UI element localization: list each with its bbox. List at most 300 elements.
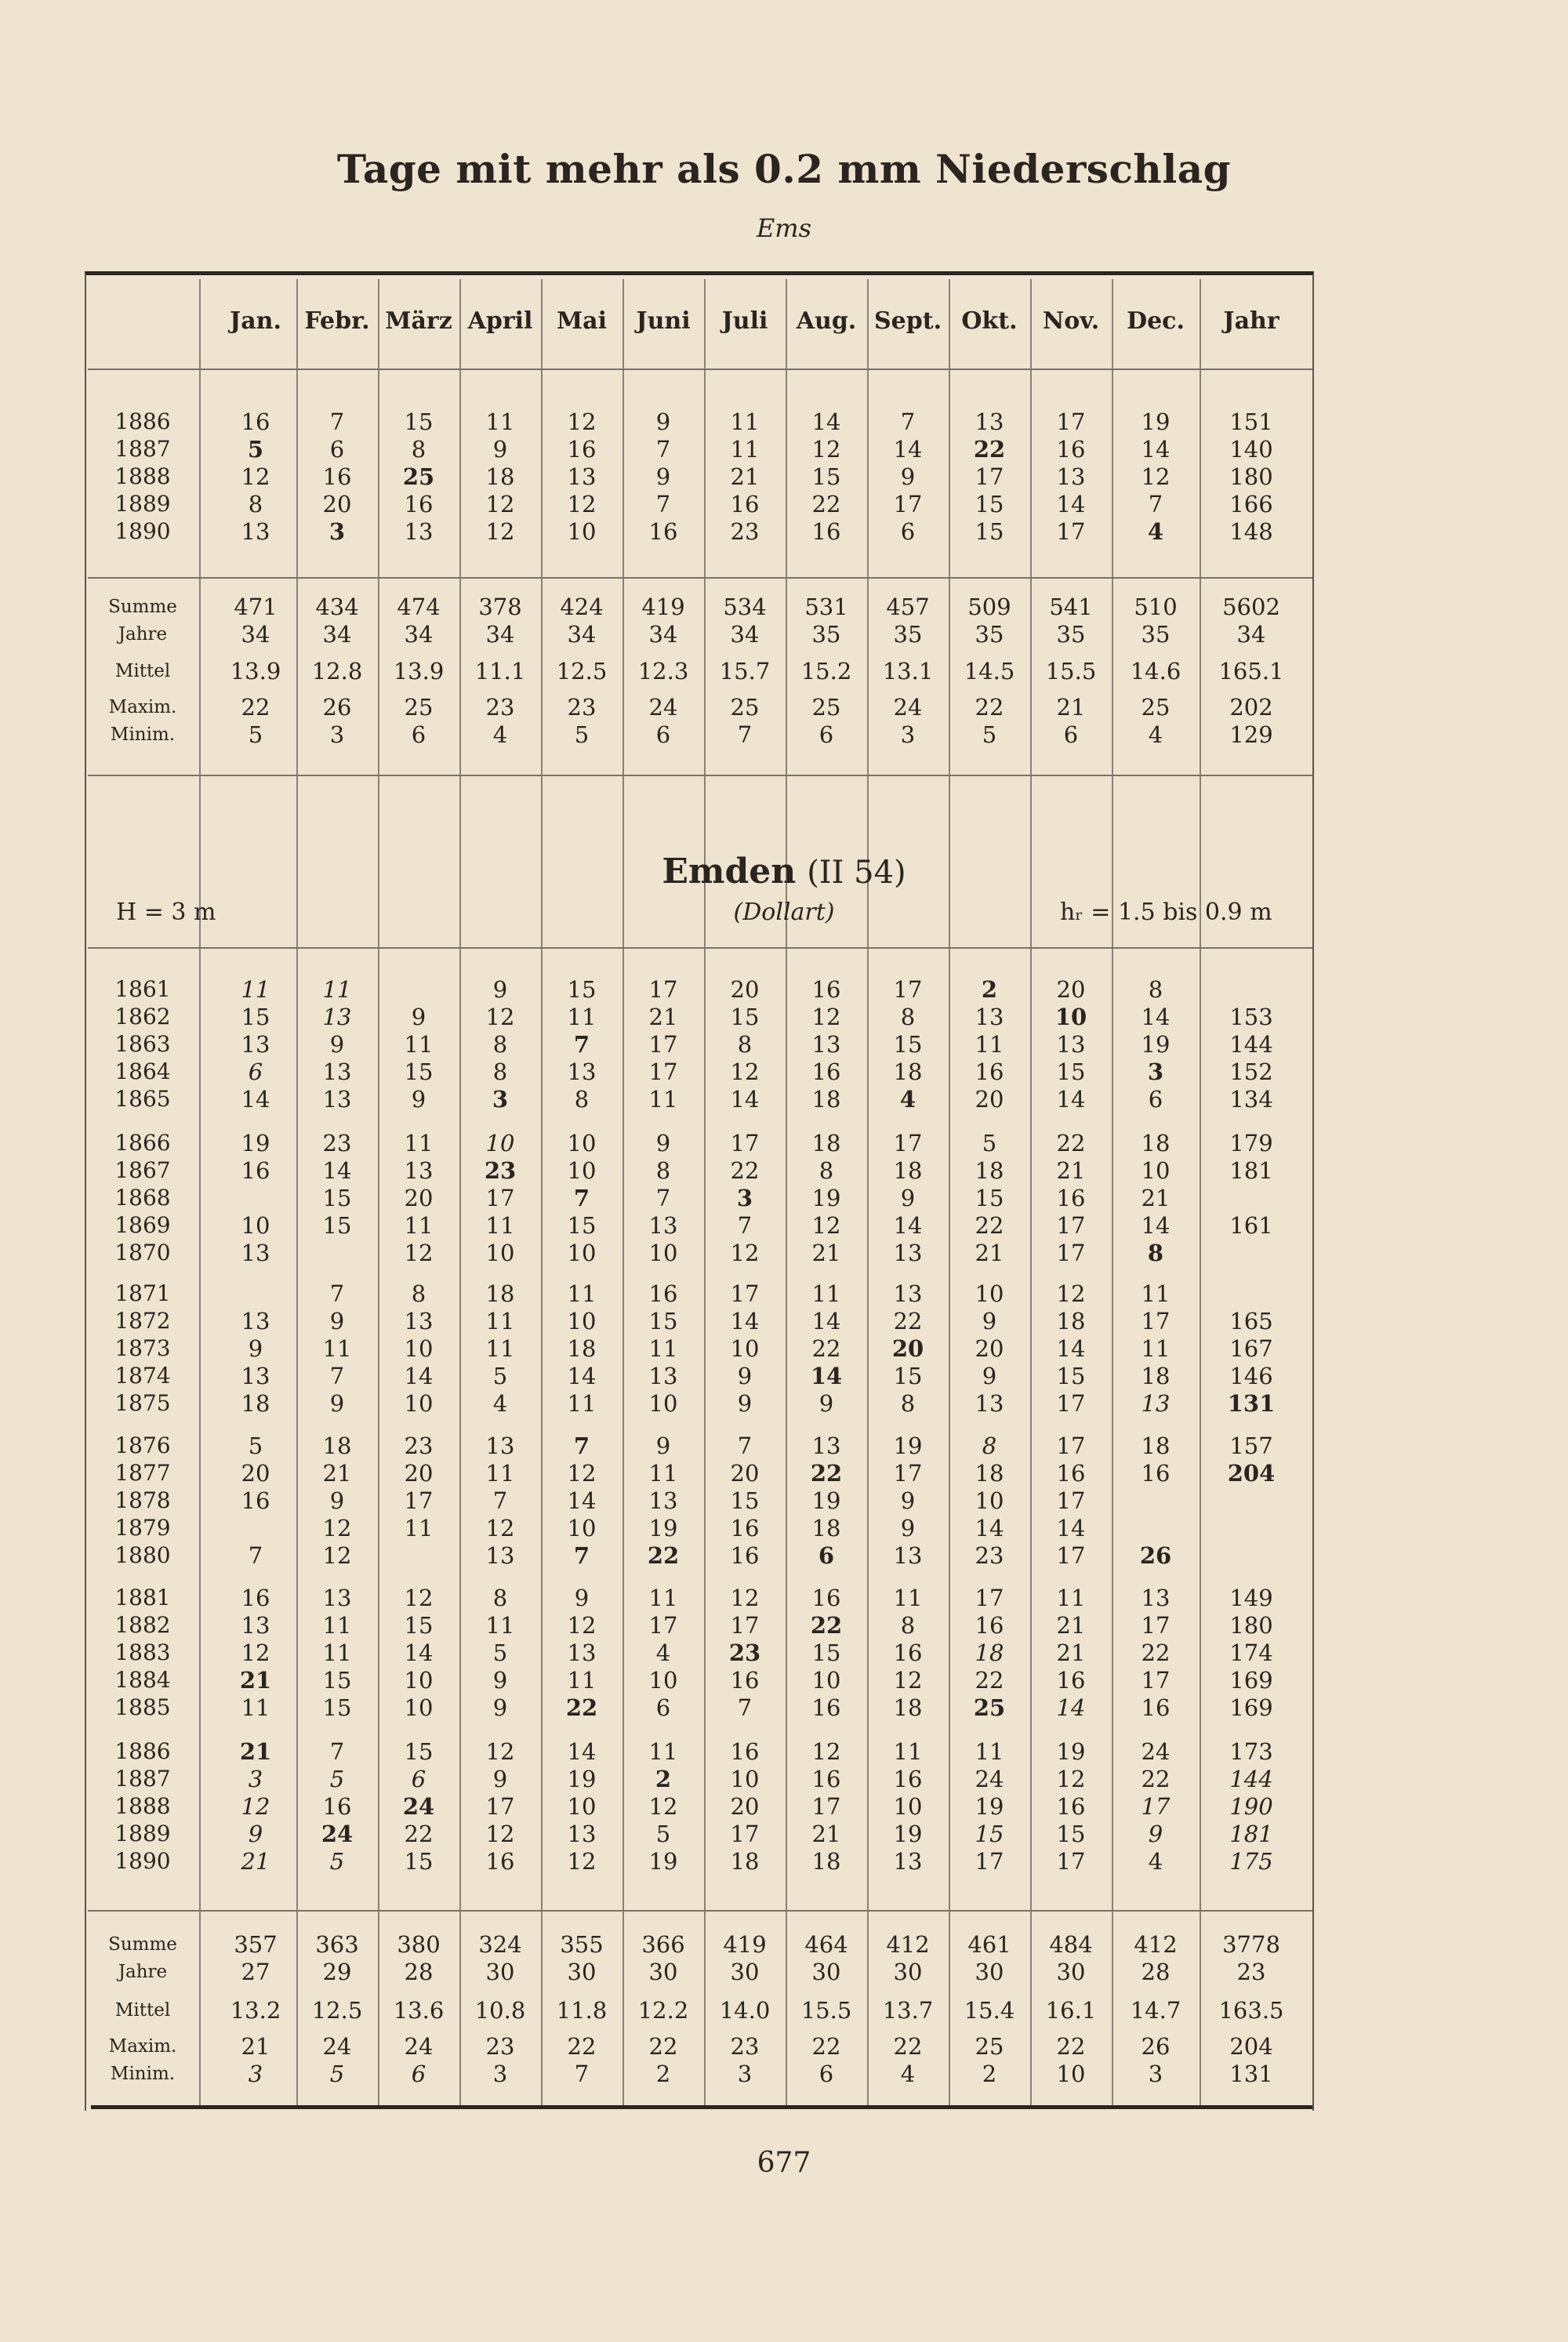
table-cell: 7 (248, 1542, 263, 1569)
table-cell: 26 (1141, 2033, 1171, 2060)
table-cell: 15 (404, 408, 434, 435)
table-cell: 9 (574, 1585, 590, 1611)
row-label: 1890 (114, 518, 171, 544)
table-cell: 34 (567, 621, 597, 648)
table-cell: 12.5 (556, 658, 608, 684)
table-cell: 23 (404, 1432, 434, 1459)
table-cell: 9 (1148, 1821, 1163, 1847)
table-cell: 20 (975, 1335, 1004, 1362)
table-cell: 9 (737, 1390, 753, 1417)
table-cell: 11 (1141, 1280, 1171, 1307)
table-row (0, 2032, 1568, 2061)
table-cell: 30 (811, 1959, 841, 1985)
column-header: Juni (636, 307, 691, 335)
table-cell: 13 (975, 1004, 1004, 1030)
row-label: 1877 (114, 1460, 171, 1486)
table-cell: 35 (1056, 621, 1086, 648)
station-subtitle: Ems (756, 213, 812, 243)
table-cell: 13 (567, 1058, 597, 1085)
table-cell: 11 (322, 1639, 352, 1666)
table-cell: 4 (1147, 518, 1164, 545)
table-cell: 27 (241, 1959, 270, 1985)
table-cell: 24 (1141, 1738, 1171, 1765)
table-cell: 18 (811, 1515, 841, 1541)
table-row (0, 1996, 1568, 2024)
table-cell: 11 (893, 1738, 923, 1765)
table-cell: 22 (404, 1821, 434, 1847)
table-row (0, 975, 1568, 1004)
table-cell: 24 (648, 694, 678, 721)
table-cell: 3 (329, 721, 345, 748)
table-cell: 9 (900, 463, 916, 490)
table-cell: 14 (1056, 1694, 1086, 1721)
table-cell: 13 (648, 1363, 678, 1389)
table-cell: 19 (1056, 1738, 1086, 1765)
column-header: Dec. (1127, 307, 1185, 335)
table-cell: 21 (811, 1240, 841, 1266)
table-cell: 15 (893, 1363, 923, 1389)
table-cell: 16 (811, 1058, 841, 1085)
table-cell: 12 (811, 436, 841, 463)
table-cell: 11 (567, 1390, 597, 1417)
table-cell: 9 (411, 1004, 426, 1030)
table-cell: 18 (975, 1157, 1004, 1184)
table-cell: 12 (485, 1515, 515, 1541)
table-cell: 16 (975, 1612, 1004, 1639)
row-label: 1873 (114, 1335, 171, 1361)
table-cell: 17 (893, 1460, 923, 1487)
table-cell: 12 (241, 1793, 270, 1820)
table-cell: 12 (567, 1612, 597, 1639)
table-cell: 35 (1141, 621, 1171, 648)
table-cell: 15 (567, 1212, 597, 1239)
column-header: Mai (556, 307, 608, 335)
table-cell: 534 (723, 594, 767, 620)
table-cell: 15 (975, 1185, 1004, 1211)
table-cell: 30 (567, 1959, 597, 1985)
table-cell: 419 (723, 1931, 767, 1958)
table-cell: 10 (404, 1390, 434, 1417)
table-cell: 15 (975, 518, 1004, 545)
table-cell: 15 (404, 1848, 434, 1875)
table-cell: 34 (485, 621, 515, 648)
table-cell: 11 (241, 1694, 270, 1721)
table-cell: 474 (397, 594, 441, 620)
table-cell: 24 (975, 1766, 1004, 1792)
table-cell: 12 (485, 1004, 515, 1030)
emden-name: Emden (662, 851, 797, 891)
table-cell: 25 (973, 1694, 1006, 1721)
table-cell: 13 (322, 1004, 352, 1030)
column-header: Nov. (1042, 307, 1100, 335)
table-cell: 8 (737, 1031, 753, 1058)
table-cell: 11 (322, 976, 352, 1003)
table-cell: 17 (975, 463, 1004, 490)
table-cell: 15 (1056, 1058, 1086, 1085)
table-cell: 25 (1141, 694, 1171, 721)
table-cell: 8 (248, 491, 263, 517)
table-cell: 10 (730, 1766, 760, 1792)
table-cell: 17 (730, 1280, 760, 1307)
table-cell: 9 (248, 1335, 263, 1362)
table-cell: 9 (492, 976, 508, 1003)
row-label: Maxim. (108, 2036, 177, 2057)
table-cell: 12 (404, 1585, 434, 1611)
table-cell: 28 (1141, 1959, 1171, 1985)
table-cell: 20 (322, 491, 352, 517)
table-cell: 16 (1056, 1185, 1086, 1211)
row-label: 1872 (114, 1308, 171, 1334)
table-cell: 13.7 (882, 1997, 934, 2024)
table-cell: 14 (241, 1086, 270, 1113)
table-cell: 16 (1056, 436, 1086, 463)
table-cell: 166 (1229, 491, 1273, 517)
table-cell: 12 (241, 1639, 270, 1666)
table-cell: 181 (1229, 1821, 1273, 1847)
table-row (0, 1307, 1568, 1335)
table-cell: 21 (811, 1821, 841, 1847)
table-cell: 11 (1056, 1585, 1086, 1611)
row-label: Maxim. (108, 697, 177, 717)
hr-label: hᵣ = 1.5 bis 0.9 m (1060, 899, 1272, 926)
column-header: Febr. (304, 307, 370, 335)
table-cell: 9 (492, 436, 508, 463)
row-label: 1887 (114, 1766, 171, 1792)
column-header: Jahr (1223, 307, 1279, 335)
table-cell: 11 (1141, 1335, 1171, 1362)
table-cell: 22 (241, 694, 270, 721)
table-cell: 6 (411, 2061, 426, 2087)
table-cell: 153 (1229, 1004, 1273, 1030)
table-row (0, 1584, 1568, 1612)
table-cell: 165.1 (1218, 658, 1284, 684)
table-cell: 17 (1056, 1240, 1086, 1266)
table-cell: 13 (567, 1821, 597, 1847)
table-cell: 204 (1227, 1460, 1276, 1487)
table-cell: 11.1 (474, 658, 526, 684)
table-cell: 12 (322, 1542, 352, 1569)
table-cell: 7 (655, 1185, 671, 1211)
table-cell: 3 (492, 1086, 509, 1113)
table-cell: 12 (567, 1848, 597, 1875)
table-cell: 22 (730, 1157, 760, 1184)
table-cell: 464 (804, 1931, 848, 1958)
table-cell: 7 (329, 1280, 345, 1307)
table-cell: 7 (329, 1363, 345, 1389)
table-cell: 18 (485, 463, 515, 490)
table-cell: 12 (485, 518, 515, 545)
table-cell: 9 (818, 1390, 834, 1417)
table-cell: 19 (1141, 1031, 1171, 1058)
row-label: Summe (108, 1934, 177, 1955)
table-cell: 24 (402, 1793, 435, 1820)
table-cell: 4 (655, 1639, 671, 1666)
table-cell: 12.8 (311, 658, 363, 684)
table-cell: 16 (730, 491, 760, 517)
table-cell: 34 (404, 621, 434, 648)
table-cell: 7 (737, 1432, 753, 1459)
table-cell: 19 (648, 1515, 678, 1541)
table-cell: 8 (574, 1086, 590, 1113)
table-cell: 14.7 (1130, 1997, 1181, 2024)
table-cell: 17 (1056, 1848, 1086, 1875)
table-cell: 3 (737, 2061, 753, 2087)
table-cell: 11 (322, 1335, 352, 1362)
table-cell: 10 (567, 1793, 597, 1820)
table-cell: 17 (893, 491, 923, 517)
table-cell: 144 (1229, 1766, 1273, 1792)
table-cell: 18 (811, 1130, 841, 1156)
table-cell: 541 (1049, 594, 1093, 620)
table-cell: 7 (573, 1185, 590, 1211)
row-label: 1865 (114, 1086, 171, 1112)
table-cell: 10 (567, 1240, 597, 1266)
table-cell: 15 (404, 1058, 434, 1085)
table-cell: 12 (404, 1240, 434, 1266)
table-cell: 12 (567, 1460, 597, 1487)
table-cell: 22 (811, 491, 841, 517)
table-cell: 7 (737, 1212, 753, 1239)
row-label: 1888 (114, 1793, 171, 1819)
table-cell: 16 (1141, 1460, 1171, 1487)
table-cell: 16 (893, 1639, 923, 1666)
table-cell: 7 (329, 408, 345, 435)
table-cell: 11 (648, 1460, 678, 1487)
table-row (0, 490, 1568, 518)
table-cell: 13 (404, 1308, 434, 1334)
table-cell: 6 (818, 721, 834, 748)
table-cell: 366 (641, 1931, 685, 1958)
table-row (0, 2060, 1568, 2088)
row-label: 1867 (114, 1157, 171, 1183)
table-cell: 15 (1056, 1821, 1086, 1847)
table-cell: 18 (322, 1432, 352, 1459)
table-cell: 484 (1049, 1931, 1093, 1958)
table-cell: 16 (1056, 1793, 1086, 1820)
table-cell: 4 (1148, 721, 1163, 748)
table-row (0, 517, 1568, 546)
table-row (0, 1389, 1568, 1418)
table-cell: 22 (975, 694, 1004, 721)
table-row (0, 1514, 1568, 1542)
table-cell: 12 (567, 408, 597, 435)
table-cell: 13.9 (393, 658, 445, 684)
row-divider (88, 1910, 1312, 1912)
table-cell: 175 (1229, 1848, 1273, 1875)
table-cell: 17 (893, 976, 923, 1003)
table-cell: 13 (893, 1542, 923, 1569)
table-cell: 363 (315, 1931, 359, 1958)
table-cell: 16 (648, 1280, 678, 1307)
table-cell: 17 (1141, 1612, 1171, 1639)
table-cell: 419 (641, 594, 685, 620)
table-cell: 5 (492, 1363, 508, 1389)
table-cell: 21 (241, 1848, 270, 1875)
table-cell: 434 (315, 594, 359, 620)
table-cell: 18 (730, 1848, 760, 1875)
emden-subtitle: (Dollart) (733, 899, 835, 926)
table-cell: 13 (567, 1639, 597, 1666)
table-cell: 20 (975, 1086, 1004, 1113)
row-label: 1866 (114, 1130, 171, 1156)
table-cell: 412 (1134, 1931, 1178, 1958)
table-cell: 14 (404, 1639, 434, 1666)
table-cell: 13 (485, 1432, 515, 1459)
table-cell: 5602 (1222, 594, 1280, 620)
table-cell: 21 (1056, 694, 1086, 721)
table-cell: 15.7 (719, 658, 771, 684)
table-cell: 17 (730, 1612, 760, 1639)
table-cell: 29 (322, 1959, 352, 1985)
table-cell: 8 (900, 1390, 916, 1417)
table-cell: 17 (1056, 1390, 1086, 1417)
table-cell: 13.1 (882, 658, 934, 684)
table-cell: 23 (485, 694, 515, 721)
row-label: 1876 (114, 1432, 171, 1458)
table-cell: 13 (975, 408, 1004, 435)
table-cell: 11 (404, 1212, 434, 1239)
table-cell: 9 (329, 1308, 345, 1334)
table-cell: 16 (975, 1058, 1004, 1085)
table-cell: 11 (485, 1308, 515, 1334)
table-cell: 15.5 (800, 1997, 852, 2024)
table-cell: 28 (404, 1959, 434, 1985)
table-cell: 26 (1139, 1542, 1172, 1569)
table-cell: 180 (1229, 1612, 1273, 1639)
table-cell: 16 (730, 1738, 760, 1765)
table-cell: 11 (241, 976, 270, 1003)
table-cell: 14.6 (1130, 658, 1181, 684)
table-row (0, 1847, 1568, 1875)
table-row (0, 1792, 1568, 1821)
table-cell: 13 (241, 1031, 270, 1058)
table-row (0, 1541, 1568, 1570)
table-row (0, 693, 1568, 721)
table-cell: 9 (655, 1432, 671, 1459)
table-cell: 19 (648, 1848, 678, 1875)
table-cell: 10 (648, 1390, 678, 1417)
table-cell: 11 (893, 1585, 923, 1611)
table-cell: 17 (1056, 408, 1086, 435)
table-cell: 6 (655, 721, 671, 748)
table-row (0, 1958, 1568, 1986)
table-cell: 35 (975, 621, 1004, 648)
table-cell: 6 (900, 518, 916, 545)
table-cell: 14 (1141, 1212, 1171, 1239)
row-label: 1878 (114, 1487, 171, 1513)
table-cell: 324 (478, 1931, 522, 1958)
table-cell: 173 (1229, 1738, 1273, 1765)
table-cell: 14 (811, 1308, 841, 1334)
table-cell: 9 (492, 1667, 508, 1694)
table-cell: 11 (404, 1130, 434, 1156)
table-cell: 531 (804, 594, 848, 620)
table-cell: 22 (893, 1308, 923, 1334)
table-cell: 25 (730, 694, 760, 721)
table-cell: 3 (248, 1766, 263, 1792)
table-cell: 5 (248, 721, 263, 748)
table-cell: 15 (811, 463, 841, 490)
table-cell: 8 (411, 436, 426, 463)
table-cell: 22 (1141, 1639, 1171, 1666)
table-cell: 19 (241, 1130, 270, 1156)
table-cell: 22 (810, 1612, 843, 1639)
table-cell: 9 (329, 1487, 345, 1514)
table-cell: 13 (1056, 1031, 1086, 1058)
table-cell: 5 (655, 1821, 671, 1847)
table-cell: 5 (492, 1639, 508, 1666)
table-cell: 129 (1229, 721, 1273, 748)
row-label: 1874 (114, 1363, 171, 1389)
table-cell: 14 (322, 1157, 352, 1184)
row-label: Jahre (118, 1962, 168, 1982)
table-row (0, 1030, 1568, 1058)
row-label: 1882 (114, 1612, 171, 1638)
table-cell: 18 (975, 1639, 1004, 1666)
table-cell: 11 (730, 408, 760, 435)
table-cell: 12.2 (637, 1997, 689, 2024)
table-cell: 22 (811, 1335, 841, 1362)
table-cell: 15.4 (964, 1997, 1015, 2024)
table-cell: 20 (730, 1460, 760, 1487)
table-row (0, 657, 1568, 685)
table-cell: 10 (404, 1335, 434, 1362)
table-cell: 18 (1056, 1308, 1086, 1334)
table-cell: 167 (1229, 1335, 1273, 1362)
table-cell: 5 (329, 2061, 345, 2087)
table-cell: 13 (1141, 1390, 1171, 1417)
table-cell: 11 (648, 1585, 678, 1611)
table-cell: 14 (567, 1363, 597, 1389)
table-cell: 16 (811, 1766, 841, 1792)
table-cell: 17 (648, 1612, 678, 1639)
table-cell: 10 (567, 518, 597, 545)
table-cell: 16 (811, 1694, 841, 1721)
table-cell: 8 (411, 1280, 426, 1307)
row-label: 1886 (114, 1738, 171, 1764)
table-cell: 14 (1056, 1515, 1086, 1541)
table-cell: 13 (241, 518, 270, 545)
table-cell: 11 (567, 1004, 597, 1030)
table-cell: 11 (730, 436, 760, 463)
table-cell: 23 (485, 2033, 515, 2060)
table-row (0, 593, 1568, 621)
row-label: Summe (108, 597, 177, 617)
table-cell: 7 (492, 1487, 508, 1514)
row-label: 1868 (114, 1185, 171, 1211)
table-cell: 12 (811, 1212, 841, 1239)
table-cell: 22 (973, 436, 1006, 463)
table-cell: 461 (967, 1931, 1011, 1958)
table-cell: 5 (247, 436, 264, 463)
table-cell: 16 (730, 1515, 760, 1541)
table-cell: 22 (1056, 2033, 1086, 2060)
table-cell: 15 (241, 1004, 270, 1030)
table-cell: 10 (648, 1240, 678, 1266)
table-cell: 21 (1056, 1639, 1086, 1666)
table-cell: 20 (730, 976, 760, 1003)
table-cell: 30 (485, 1959, 515, 1985)
table-cell: 25 (404, 694, 434, 721)
table-cell: 13 (1141, 1585, 1171, 1611)
table-cell: 18 (811, 1086, 841, 1113)
table-cell: 134 (1229, 1086, 1273, 1113)
table-cell: 14 (1056, 1335, 1086, 1362)
table-cell: 3 (1147, 1058, 1164, 1085)
table-row (0, 408, 1568, 436)
table-cell: 16 (1056, 1460, 1086, 1487)
table-cell: 35 (893, 621, 923, 648)
